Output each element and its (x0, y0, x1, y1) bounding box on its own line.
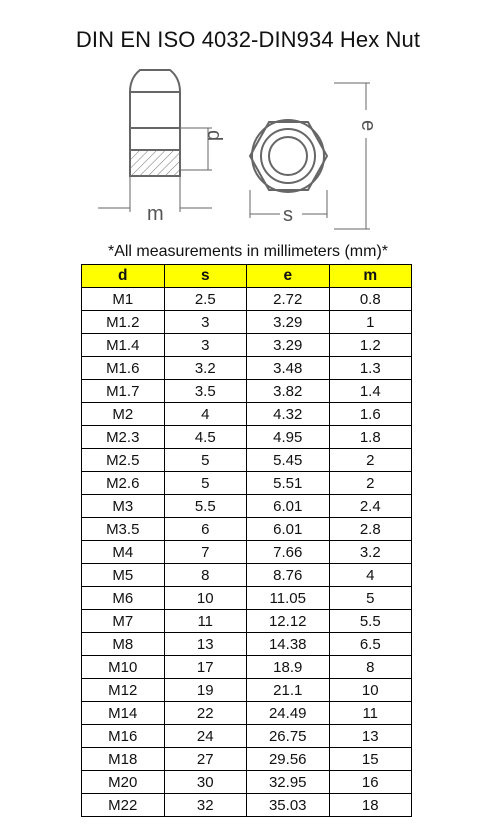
cell-m: 8 (329, 656, 412, 679)
cell-m: 11 (329, 702, 412, 725)
cell-e: 7.66 (247, 541, 330, 564)
cell-m: 1.2 (329, 334, 412, 357)
cell-m: 10 (329, 679, 412, 702)
cell-e: 12.12 (247, 610, 330, 633)
cell-m: 6.5 (329, 633, 412, 656)
cell-s: 3.2 (164, 357, 247, 380)
cell-s: 4.5 (164, 426, 247, 449)
table-row (82, 541, 412, 564)
cell-m: 1 (329, 311, 412, 334)
side-view (98, 70, 212, 212)
cell-d: M2.6 (82, 472, 165, 495)
cell-d: M12 (82, 679, 165, 702)
cell-m: 1.8 (329, 426, 412, 449)
table-row (82, 794, 412, 817)
cell-e: 3.82 (247, 380, 330, 403)
table-row (82, 518, 412, 541)
cell-m: 3.2 (329, 541, 412, 564)
table-row (82, 610, 412, 633)
cell-s: 17 (164, 656, 247, 679)
cell-m: 0.8 (329, 288, 412, 311)
cell-e: 6.01 (247, 495, 330, 518)
cell-m: 2.8 (329, 518, 412, 541)
cell-e: 14.38 (247, 633, 330, 656)
table-row (82, 426, 412, 449)
cell-s: 24 (164, 725, 247, 748)
label-e: e (357, 120, 379, 132)
cell-e: 5.45 (247, 449, 330, 472)
cell-d: M1.6 (82, 357, 165, 380)
cell-d: M20 (82, 771, 165, 794)
cell-d: M14 (82, 702, 165, 725)
cell-d: M10 (82, 656, 165, 679)
cell-e: 6.01 (247, 518, 330, 541)
cell-m: 16 (329, 771, 412, 794)
cell-e: 18.9 (247, 656, 330, 679)
table-row (82, 380, 412, 403)
cell-e: 21.1 (247, 679, 330, 702)
cell-s: 3 (164, 311, 247, 334)
table-header-row (82, 265, 412, 288)
cell-e: 26.75 (247, 725, 330, 748)
top-view (250, 83, 370, 229)
cell-e: 3.29 (247, 311, 330, 334)
cell-d: M18 (82, 748, 165, 771)
cell-d: M7 (82, 610, 165, 633)
cell-d: M8 (82, 633, 165, 656)
cell-d: M2.3 (82, 426, 165, 449)
cell-m: 4 (329, 564, 412, 587)
page-title: DIN EN ISO 4032-DIN934 Hex Nut (75, 27, 421, 52)
cell-s: 30 (164, 771, 247, 794)
cell-s: 27 (164, 748, 247, 771)
cell-s: 7 (164, 541, 247, 564)
cell-e: 5.51 (247, 472, 330, 495)
header-s: s (164, 265, 247, 288)
cell-m: 18 (329, 794, 412, 817)
cell-d: M2.5 (82, 449, 165, 472)
cell-d: M1.4 (82, 334, 165, 357)
table-row (82, 357, 412, 380)
cell-e: 35.03 (247, 794, 330, 817)
cell-d: M22 (82, 794, 165, 817)
cell-s: 13 (164, 633, 247, 656)
cell-e: 3.29 (247, 334, 330, 357)
header-e: e (247, 265, 330, 288)
cell-e: 32.95 (247, 771, 330, 794)
cell-m: 1.3 (329, 357, 412, 380)
cell-e: 29.56 (247, 748, 330, 771)
cell-e: 24.49 (247, 702, 330, 725)
cell-s: 5 (164, 449, 247, 472)
cell-d: M16 (82, 725, 165, 748)
cell-m: 2 (329, 472, 412, 495)
cell-s: 32 (164, 794, 247, 817)
cell-d: M1.7 (82, 380, 165, 403)
cell-s: 5 (164, 472, 247, 495)
table-row (82, 334, 412, 357)
cell-s: 22 (164, 702, 247, 725)
table-row (82, 472, 412, 495)
cell-s: 8 (164, 564, 247, 587)
cell-d: M1.2 (82, 311, 165, 334)
table-row (82, 771, 412, 794)
header-d: d (82, 265, 165, 288)
table-row (82, 656, 412, 679)
cell-s: 5.5 (164, 495, 247, 518)
cell-e: 3.48 (247, 357, 330, 380)
table-row (82, 748, 412, 771)
cell-s: 3.5 (164, 380, 247, 403)
table-row (82, 449, 412, 472)
table-row (82, 311, 412, 334)
table-row (82, 587, 412, 610)
cell-m: 1.6 (329, 403, 412, 426)
cell-d: M3.5 (82, 518, 165, 541)
table-row (82, 403, 412, 426)
cell-d: M1 (82, 288, 165, 311)
table-row (82, 495, 412, 518)
cell-m: 5.5 (329, 610, 412, 633)
table-row (82, 633, 412, 656)
cell-s: 4 (164, 403, 247, 426)
cell-s: 6 (164, 518, 247, 541)
label-d: d (203, 130, 225, 142)
header-m: m (329, 265, 412, 288)
cell-d: M5 (82, 564, 165, 587)
label-m: m (147, 203, 164, 225)
cell-e: 2.72 (247, 288, 330, 311)
cell-d: M3 (82, 495, 165, 518)
cell-e: 8.76 (247, 564, 330, 587)
cell-m: 2 (329, 449, 412, 472)
cell-e: 4.32 (247, 403, 330, 426)
cell-s: 3 (164, 334, 247, 357)
cell-d: M6 (82, 587, 165, 610)
cell-m: 1.4 (329, 380, 412, 403)
table-row (82, 702, 412, 725)
table-row (82, 679, 412, 702)
table-body (82, 288, 412, 817)
hex-nut-drawing (88, 66, 408, 232)
cell-m: 13 (329, 725, 412, 748)
cell-d: M2 (82, 403, 165, 426)
cell-s: 19 (164, 679, 247, 702)
units-note: *All measurements in millimeters (mm)* (107, 243, 389, 260)
cell-m: 5 (329, 587, 412, 610)
cell-m: 15 (329, 748, 412, 771)
cell-s: 2.5 (164, 288, 247, 311)
table-row (82, 725, 412, 748)
cell-m: 2.4 (329, 495, 412, 518)
cell-d: M4 (82, 541, 165, 564)
cell-s: 11 (164, 610, 247, 633)
label-s: s (283, 204, 293, 226)
cell-e: 4.95 (247, 426, 330, 449)
dimensions-table (81, 264, 412, 817)
table-row (82, 564, 412, 587)
table-row (82, 288, 412, 311)
cell-e: 11.05 (247, 587, 330, 610)
cell-s: 10 (164, 587, 247, 610)
